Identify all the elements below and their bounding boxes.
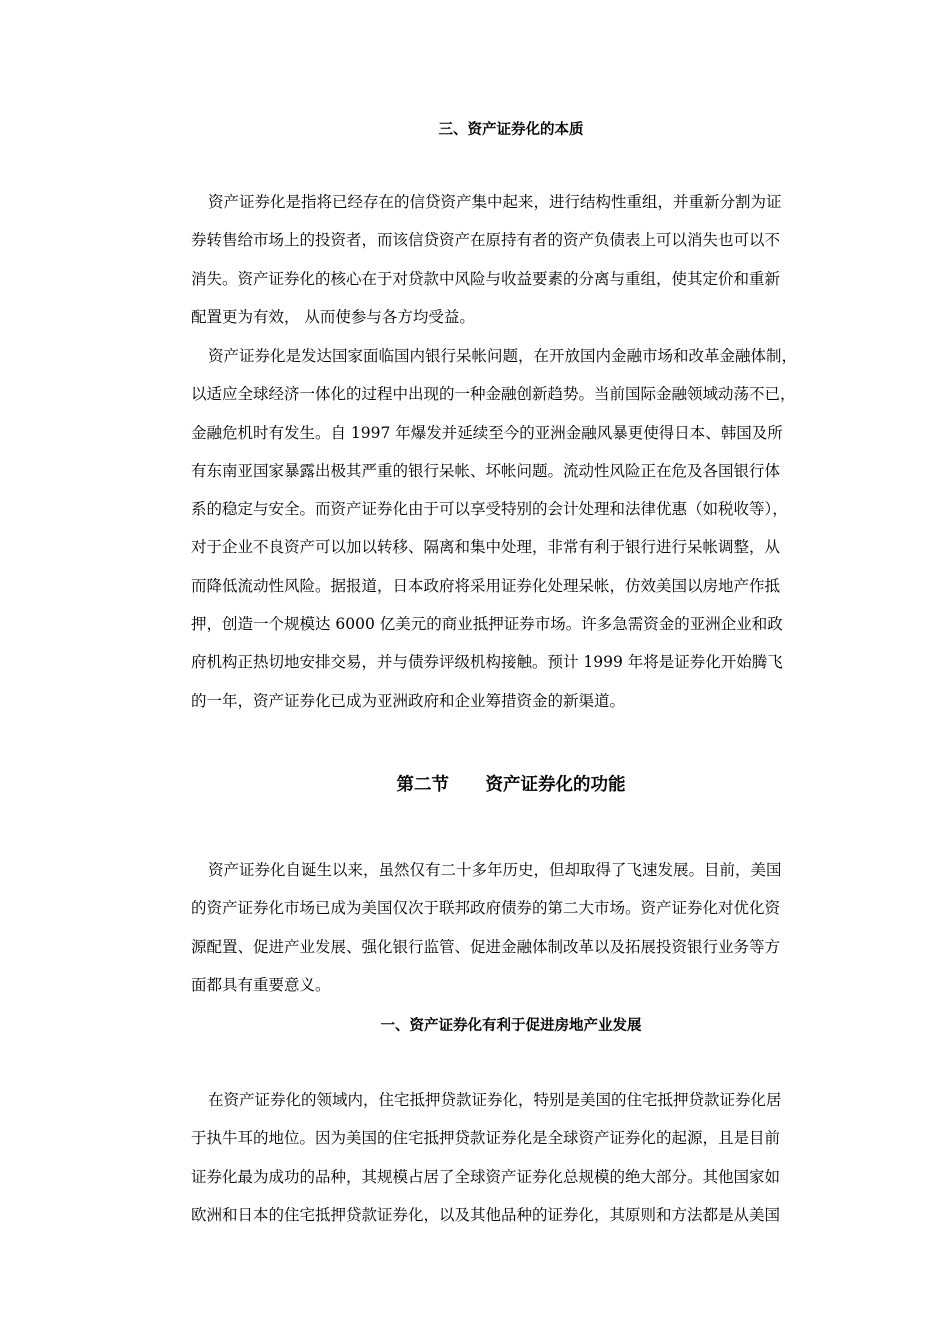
text-line: 欧洲和日本的住宅抵押贷款证券化，以及其他品种的证券化，其原则和方法都是从美国 [191,1205,781,1224]
section-heading-essence: 三、资产证券化的本质 [438,122,584,138]
text-line: 于执牛耳的地位。因为美国的住宅抵押贷款证券化是全球资产证券化的起源，且是目前 [191,1129,781,1148]
text-line: 的资产证券化市场已成为美国仅次于联邦政府债券的第二大市场。资产证券化对优化资 [191,899,781,918]
text-line: 证券化最为成功的品种，其规模占居了全球资产证券化总规模的绝大部分。其他国家如 [191,1167,781,1186]
text-line: 消失。资产证券化的核心在于对贷款中风险与收益要素的分离与重组，使其定价和重新 [191,269,781,288]
text-line: 在资产证券化的领域内，住宅抵押贷款证券化，特别是美国的住宅抵押贷款证券化居 [208,1091,782,1109]
text-line: 府机构正热切地安排交易，并与债券评级机构接触。预计 1999 年将是证券化开始腾飞 [191,653,783,672]
text-line: 有东南亚国家暴露出极其严重的银行呆帐、坏帐问题。流动性风险正在危及各国银行体 [191,461,781,480]
text-line: 的一年，资产证券化已成为亚洲政府和企业筹措资金的新渠道。 [191,691,626,710]
subsection-heading-real-estate: 一、资产证券化有利于促进房地产业发展 [380,1018,642,1034]
text-line: 以适应全球经济一体化的过程中出现的一种金融创新趋势。当前国际金融领域动荡不已， [191,385,796,404]
paragraph-definition [191,183,831,336]
text-line: 押，创造一个规模达 6000 亿美元的商业抵押证券市场。许多急需资金的亚洲企业和政 [191,615,783,634]
text-line: 资产证券化是发达国家面临国内银行呆帐问题，在开放国内金融市场和改革金融体制， [208,347,798,365]
text-line: 对于企业不良资产可以加以转移、隔离和集中处理，非常有利于银行进行呆帐调整，从 [191,538,781,557]
paragraph-background [191,337,831,720]
paragraph-functions-intro [191,851,831,1004]
text-line: 源配置、促进产业发展、强化银行监管、促进金融体制改革以及拓展投资银行业务等方 [191,937,781,956]
paragraph-mortgage-securitization [191,1081,831,1234]
text-line: 配置更为有效， 从而使参与各方均受益。 [191,307,475,326]
text-line: 系的稳定与安全。而资产证券化由于可以享受特别的会计处理和法律优惠（如税收等）， [191,500,788,519]
text-line: 券转售给市场上的投资者，而该信贷资产在原持有者的资产负债表上可以消失也可以不 [191,231,781,250]
text-line: 资产证券化自诞生以来，虽然仅有二十多年历史，但却取得了飞速发展。目前，美国 [208,861,782,879]
text-line: 金融危机时有发生。自 1997 年爆发并延续至今的亚洲金融风暴更使得日本、韩国及所 [191,423,783,442]
text-line: 资产证券化是指将已经存在的信贷资产集中起来，进行结构性重组，并重新分割为证 [208,193,782,211]
text-line: 而降低流动性风险。据报道，日本政府将采用证券化处理呆帐，仿效美国以房地产作抵 [191,576,781,595]
text-line: 面都具有重要意义。 [191,975,331,994]
chapter-section-heading: 第二节 资产证券化的功能 [396,775,626,795]
